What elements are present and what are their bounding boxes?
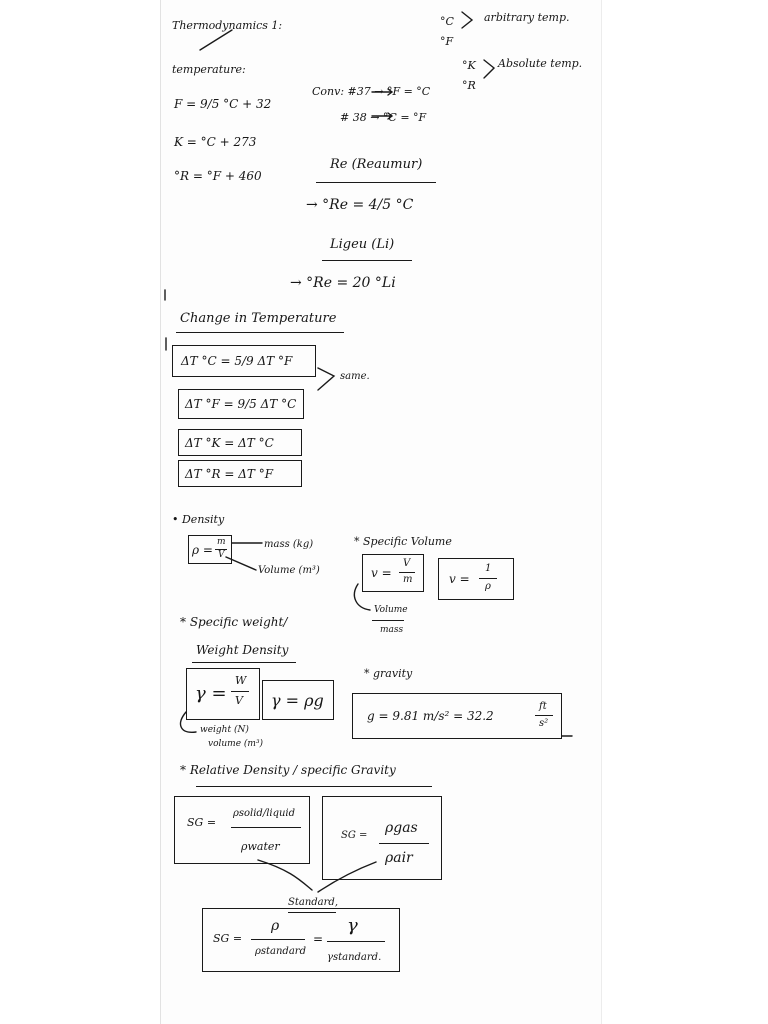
reaumur-formula: → °Re = 4/5 °C (306, 197, 414, 213)
change-title: Change in Temperature (180, 311, 337, 326)
k-from-c-formula: K = °C + 273 (174, 135, 257, 149)
delta-f-box (178, 389, 304, 419)
ligeu-title: Ligeu (Li) (330, 237, 395, 252)
sv-rho: ρ (485, 581, 491, 592)
delta-k-box (178, 429, 302, 456)
sg-liquid-fraction-line (231, 827, 301, 828)
sg-gas-den: ρair (385, 850, 413, 866)
sg-gas-fraction-line (379, 843, 429, 844)
sv-fraction-line (399, 572, 415, 573)
gamma-rho-g-box (262, 680, 334, 720)
gamma-rho-g: γ = ρg (271, 691, 324, 710)
conversion-line-2: # 38 → °C = °F (340, 111, 427, 124)
sv-m: m (403, 574, 413, 585)
sg-gas-eq: SG = (341, 830, 368, 841)
sv-note-mass: mass (380, 625, 404, 635)
sg-standard-fraction-line-2 (327, 941, 385, 942)
density-title: • Density (172, 513, 225, 526)
gravity-formula: g = 9.81 m/s² = 32.2 (367, 709, 494, 723)
gamma-W: W (235, 674, 247, 687)
c-symbol: °C (440, 15, 454, 28)
specific-weight-title-2: Weight Density (196, 643, 289, 657)
relative-density-title: * Relative Density / specific Gravity (180, 763, 396, 777)
r-from-f-formula: °R = °F + 460 (174, 169, 262, 183)
gamma-eq: γ = (195, 683, 227, 704)
gravity-ft: ft (539, 701, 547, 712)
gravity-s2: s² (539, 718, 549, 729)
sg-standard-fraction-line-1 (251, 939, 305, 940)
gravity-box (352, 693, 562, 739)
mass-label: mass (kg) (264, 539, 314, 550)
gravity-title: * gravity (364, 667, 413, 680)
specific-volume-title: * Specific Volume (354, 535, 452, 548)
sg-gas-box (322, 796, 442, 880)
sg-liquid-box (174, 796, 310, 864)
sg-standard-num-rho: ρ (271, 918, 280, 934)
gamma-fraction-line (231, 691, 249, 692)
specific-weight-underline (192, 662, 296, 663)
density-v: V (218, 550, 225, 560)
standard-label: Standard, (288, 897, 338, 908)
sg-standard-num-gamma: γ (347, 915, 358, 936)
delta-f-formula: ΔT °F = 9/5 ΔT °C (185, 397, 297, 411)
density-box (188, 535, 232, 564)
density-rho: ρ = (192, 543, 213, 557)
specific-volume-box-2 (438, 558, 514, 600)
sv-eq-2: v = (449, 572, 470, 586)
sg-liquid-eq: SG = (187, 816, 217, 829)
change-underline (176, 332, 344, 333)
relative-density-underline (196, 786, 432, 787)
sg-gas-num: ρgas (385, 820, 418, 836)
weight-volume-label: volume (m³) (208, 739, 264, 749)
weight-label: weight (N) (200, 725, 249, 735)
reaumur-underline (316, 182, 436, 183)
k-symbol: °K (462, 59, 476, 72)
arbitrary-temp-label: arbitrary temp. (484, 11, 570, 24)
ligeu-formula: → °Re = 20 °Li (290, 275, 396, 291)
same-label: same. (340, 371, 370, 382)
sg-standard-den-rho: ρstandard (255, 946, 306, 957)
sv-one: 1 (485, 563, 492, 574)
sv-eq-1: v = (371, 566, 392, 580)
reaumur-title: Re (Reaumur) (330, 157, 423, 172)
delta-c-box (172, 345, 316, 377)
page-title: Thermodynamics 1: (172, 19, 283, 32)
topic-label: temperature: (172, 63, 246, 76)
delta-k-formula: ΔT °K = ΔT °C (185, 436, 274, 450)
specific-weight-title-1: * Specific weight/ (180, 615, 288, 629)
gravity-fraction-line (535, 715, 553, 716)
sg-standard-box (202, 908, 400, 972)
delta-c-formula: ΔT °C = 5/9 ΔT °F (181, 354, 293, 368)
volume-label: Volume (m³) (258, 565, 320, 576)
ligeu-underline (322, 260, 412, 261)
sv-note-line (372, 620, 404, 621)
f-from-c-formula: F = 9/5 °C + 32 (174, 97, 272, 111)
delta-r-formula: ΔT °R = ΔT °F (185, 467, 274, 481)
density-m: m (217, 537, 226, 547)
delta-r-box (178, 460, 302, 487)
specific-volume-box-1 (362, 554, 424, 592)
gamma-box (186, 668, 260, 720)
sg-liquid-num: ρsolid/liquid (233, 808, 296, 819)
conversion-line-1: Conv: #37 → °F = °C (312, 85, 431, 98)
sv-V: V (403, 558, 411, 569)
sg-standard-equals: = (313, 932, 324, 946)
r-symbol: °R (462, 79, 476, 92)
f-symbol: °F (440, 35, 454, 48)
sv-note-volume: Volume (374, 605, 408, 615)
absolute-temp-label: Absolute temp. (498, 57, 583, 70)
sg-standard-den-gamma: γstandard. (327, 952, 382, 963)
gamma-V: V (235, 694, 243, 707)
sv-fraction-line-2 (479, 578, 497, 579)
sg-standard-eq: SG = (213, 932, 243, 945)
sg-liquid-den: ρwater (241, 840, 280, 853)
